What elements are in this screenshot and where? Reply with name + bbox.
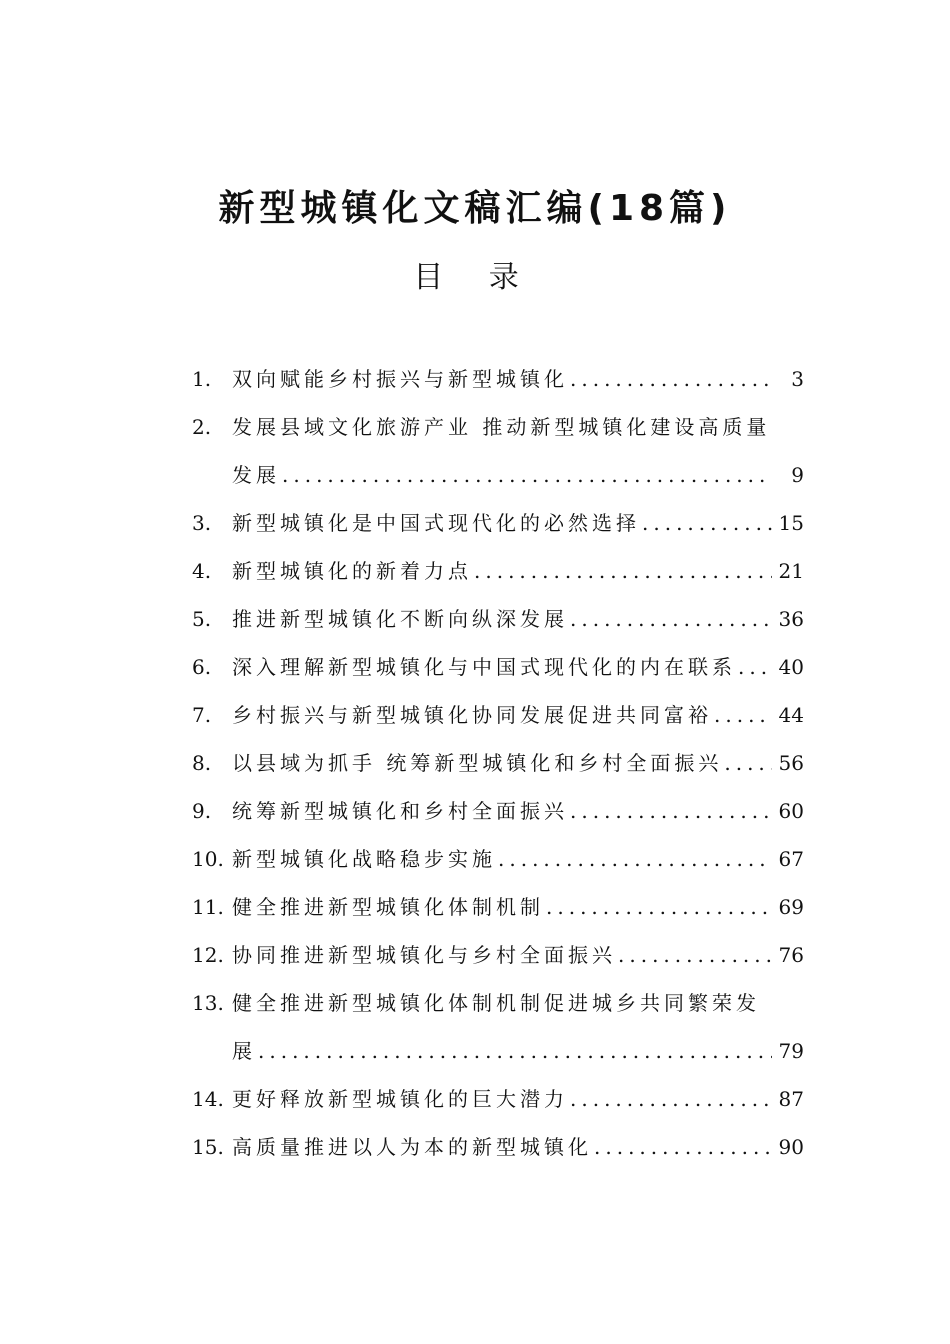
toc-entry-page: 79 xyxy=(778,1039,804,1063)
toc-entry-title: 高质量推进以人为本的新型城镇化 xyxy=(232,1135,592,1159)
toc-entry[interactable] xyxy=(192,1075,804,1123)
toc-entry-number: 3. xyxy=(192,511,212,535)
toc-entry[interactable] xyxy=(192,787,804,835)
toc-entry-page: 36 xyxy=(778,607,804,631)
toc-entry-title: 协同推进新型城镇化与乡村全面振兴 xyxy=(232,943,616,967)
toc-entry-title: 推进新型城镇化不断向纵深发展 xyxy=(232,607,568,631)
toc-entry-number: 4. xyxy=(192,559,212,583)
toc-entry-continuation[interactable] xyxy=(192,1027,804,1075)
toc-entry[interactable] xyxy=(192,979,804,1027)
toc-entry[interactable] xyxy=(192,355,804,403)
toc-entry-number: 13. xyxy=(192,991,224,1015)
toc-entry-title: 健全推进新型城镇化体制机制促进城乡共同繁荣发 xyxy=(232,991,760,1015)
toc-entry[interactable] xyxy=(192,403,804,451)
toc-entry-title: 以县域为抓手 统筹新型城镇化和乡村全面振兴 xyxy=(232,751,723,775)
toc-entry[interactable] xyxy=(192,931,804,979)
toc-entry[interactable] xyxy=(192,547,804,595)
toc-entry-page: 40 xyxy=(778,655,804,679)
toc-entry-title: 健全推进新型城镇化体制机制 xyxy=(232,895,544,919)
toc-entry[interactable] xyxy=(192,643,804,691)
toc-leader-dots xyxy=(642,499,772,547)
toc-entry-number: 15. xyxy=(192,1135,224,1159)
toc-entry-number: 9. xyxy=(192,799,212,823)
toc-leader-dots xyxy=(724,739,772,787)
toc-entry-title: 新型城镇化的新着力点 xyxy=(232,559,472,583)
toc-entry-page: 90 xyxy=(778,1135,804,1159)
toc-entry[interactable] xyxy=(192,739,804,787)
toc-entry-title-continued: 发展 xyxy=(232,463,280,487)
toc-leader-dots xyxy=(474,547,772,595)
toc-entry-title: 乡村振兴与新型城镇化协同发展促进共同富裕 xyxy=(232,703,712,727)
toc-leader-dots xyxy=(738,643,772,691)
toc-leader-dots xyxy=(618,931,772,979)
toc-entry-number: 5. xyxy=(192,607,212,631)
toc-entry-title: 深入理解新型城镇化与中国式现代化的内在联系 xyxy=(232,655,736,679)
toc-entry-title-continued: 展 xyxy=(232,1039,256,1063)
toc-entry-page: 21 xyxy=(778,559,804,583)
toc-leader-dots xyxy=(570,787,772,835)
document-title: 新型城镇化文稿汇编(18篇) xyxy=(218,188,732,229)
toc-entry-page: 60 xyxy=(778,799,804,823)
toc-entry-title: 更好释放新型城镇化的巨大潜力 xyxy=(232,1087,568,1111)
toc-entry-page: 3 xyxy=(791,367,804,391)
toc-leader-dots xyxy=(546,883,772,931)
toc-entry-page: 44 xyxy=(778,703,804,727)
toc-entry-page: 76 xyxy=(778,943,804,967)
toc-entry-page: 87 xyxy=(778,1087,804,1111)
toc-leader-dots xyxy=(570,595,772,643)
toc-entry-number: 7. xyxy=(192,703,212,727)
toc-entry-title: 新型城镇化战略稳步实施 xyxy=(232,847,496,871)
toc-entry-continuation[interactable] xyxy=(192,451,804,499)
toc-leader-dots xyxy=(498,835,772,883)
toc-entry-page: 9 xyxy=(791,463,804,487)
toc-entry-number: 2. xyxy=(192,415,212,439)
toc-leader-dots xyxy=(594,1123,772,1171)
toc-leader-dots xyxy=(570,1075,772,1123)
toc-entry-page: 69 xyxy=(778,895,804,919)
toc-leader-dots xyxy=(570,355,772,403)
table-of-contents xyxy=(192,355,804,1171)
toc-entry-title: 双向赋能乡村振兴与新型城镇化 xyxy=(232,367,568,391)
toc-entry-page: 15 xyxy=(778,511,804,535)
toc-leader-dots xyxy=(258,1027,772,1075)
toc-entry-number: 14. xyxy=(192,1087,224,1111)
toc-heading: 目 录 xyxy=(413,260,537,295)
toc-entry[interactable] xyxy=(192,1123,804,1171)
toc-entry[interactable] xyxy=(192,691,804,739)
toc-entry[interactable] xyxy=(192,499,804,547)
toc-entry[interactable] xyxy=(192,835,804,883)
toc-entry-number: 11. xyxy=(192,895,224,919)
toc-entry-title: 统筹新型城镇化和乡村全面振兴 xyxy=(232,799,568,823)
toc-entry-number: 12. xyxy=(192,943,224,967)
toc-entry[interactable] xyxy=(192,883,804,931)
toc-entry-title: 新型城镇化是中国式现代化的必然选择 xyxy=(232,511,640,535)
toc-leader-dots xyxy=(714,691,772,739)
toc-leader-dots xyxy=(282,451,772,499)
toc-entry[interactable] xyxy=(192,595,804,643)
toc-entry-title: 发展县域文化旅游产业 推动新型城镇化建设高质量 xyxy=(232,415,771,439)
toc-entry-number: 6. xyxy=(192,655,212,679)
toc-entry-page: 56 xyxy=(778,751,804,775)
toc-entry-page: 67 xyxy=(778,847,804,871)
toc-entry-number: 1. xyxy=(192,367,212,391)
toc-entry-number: 10. xyxy=(192,847,224,871)
toc-entry-number: 8. xyxy=(192,751,212,775)
